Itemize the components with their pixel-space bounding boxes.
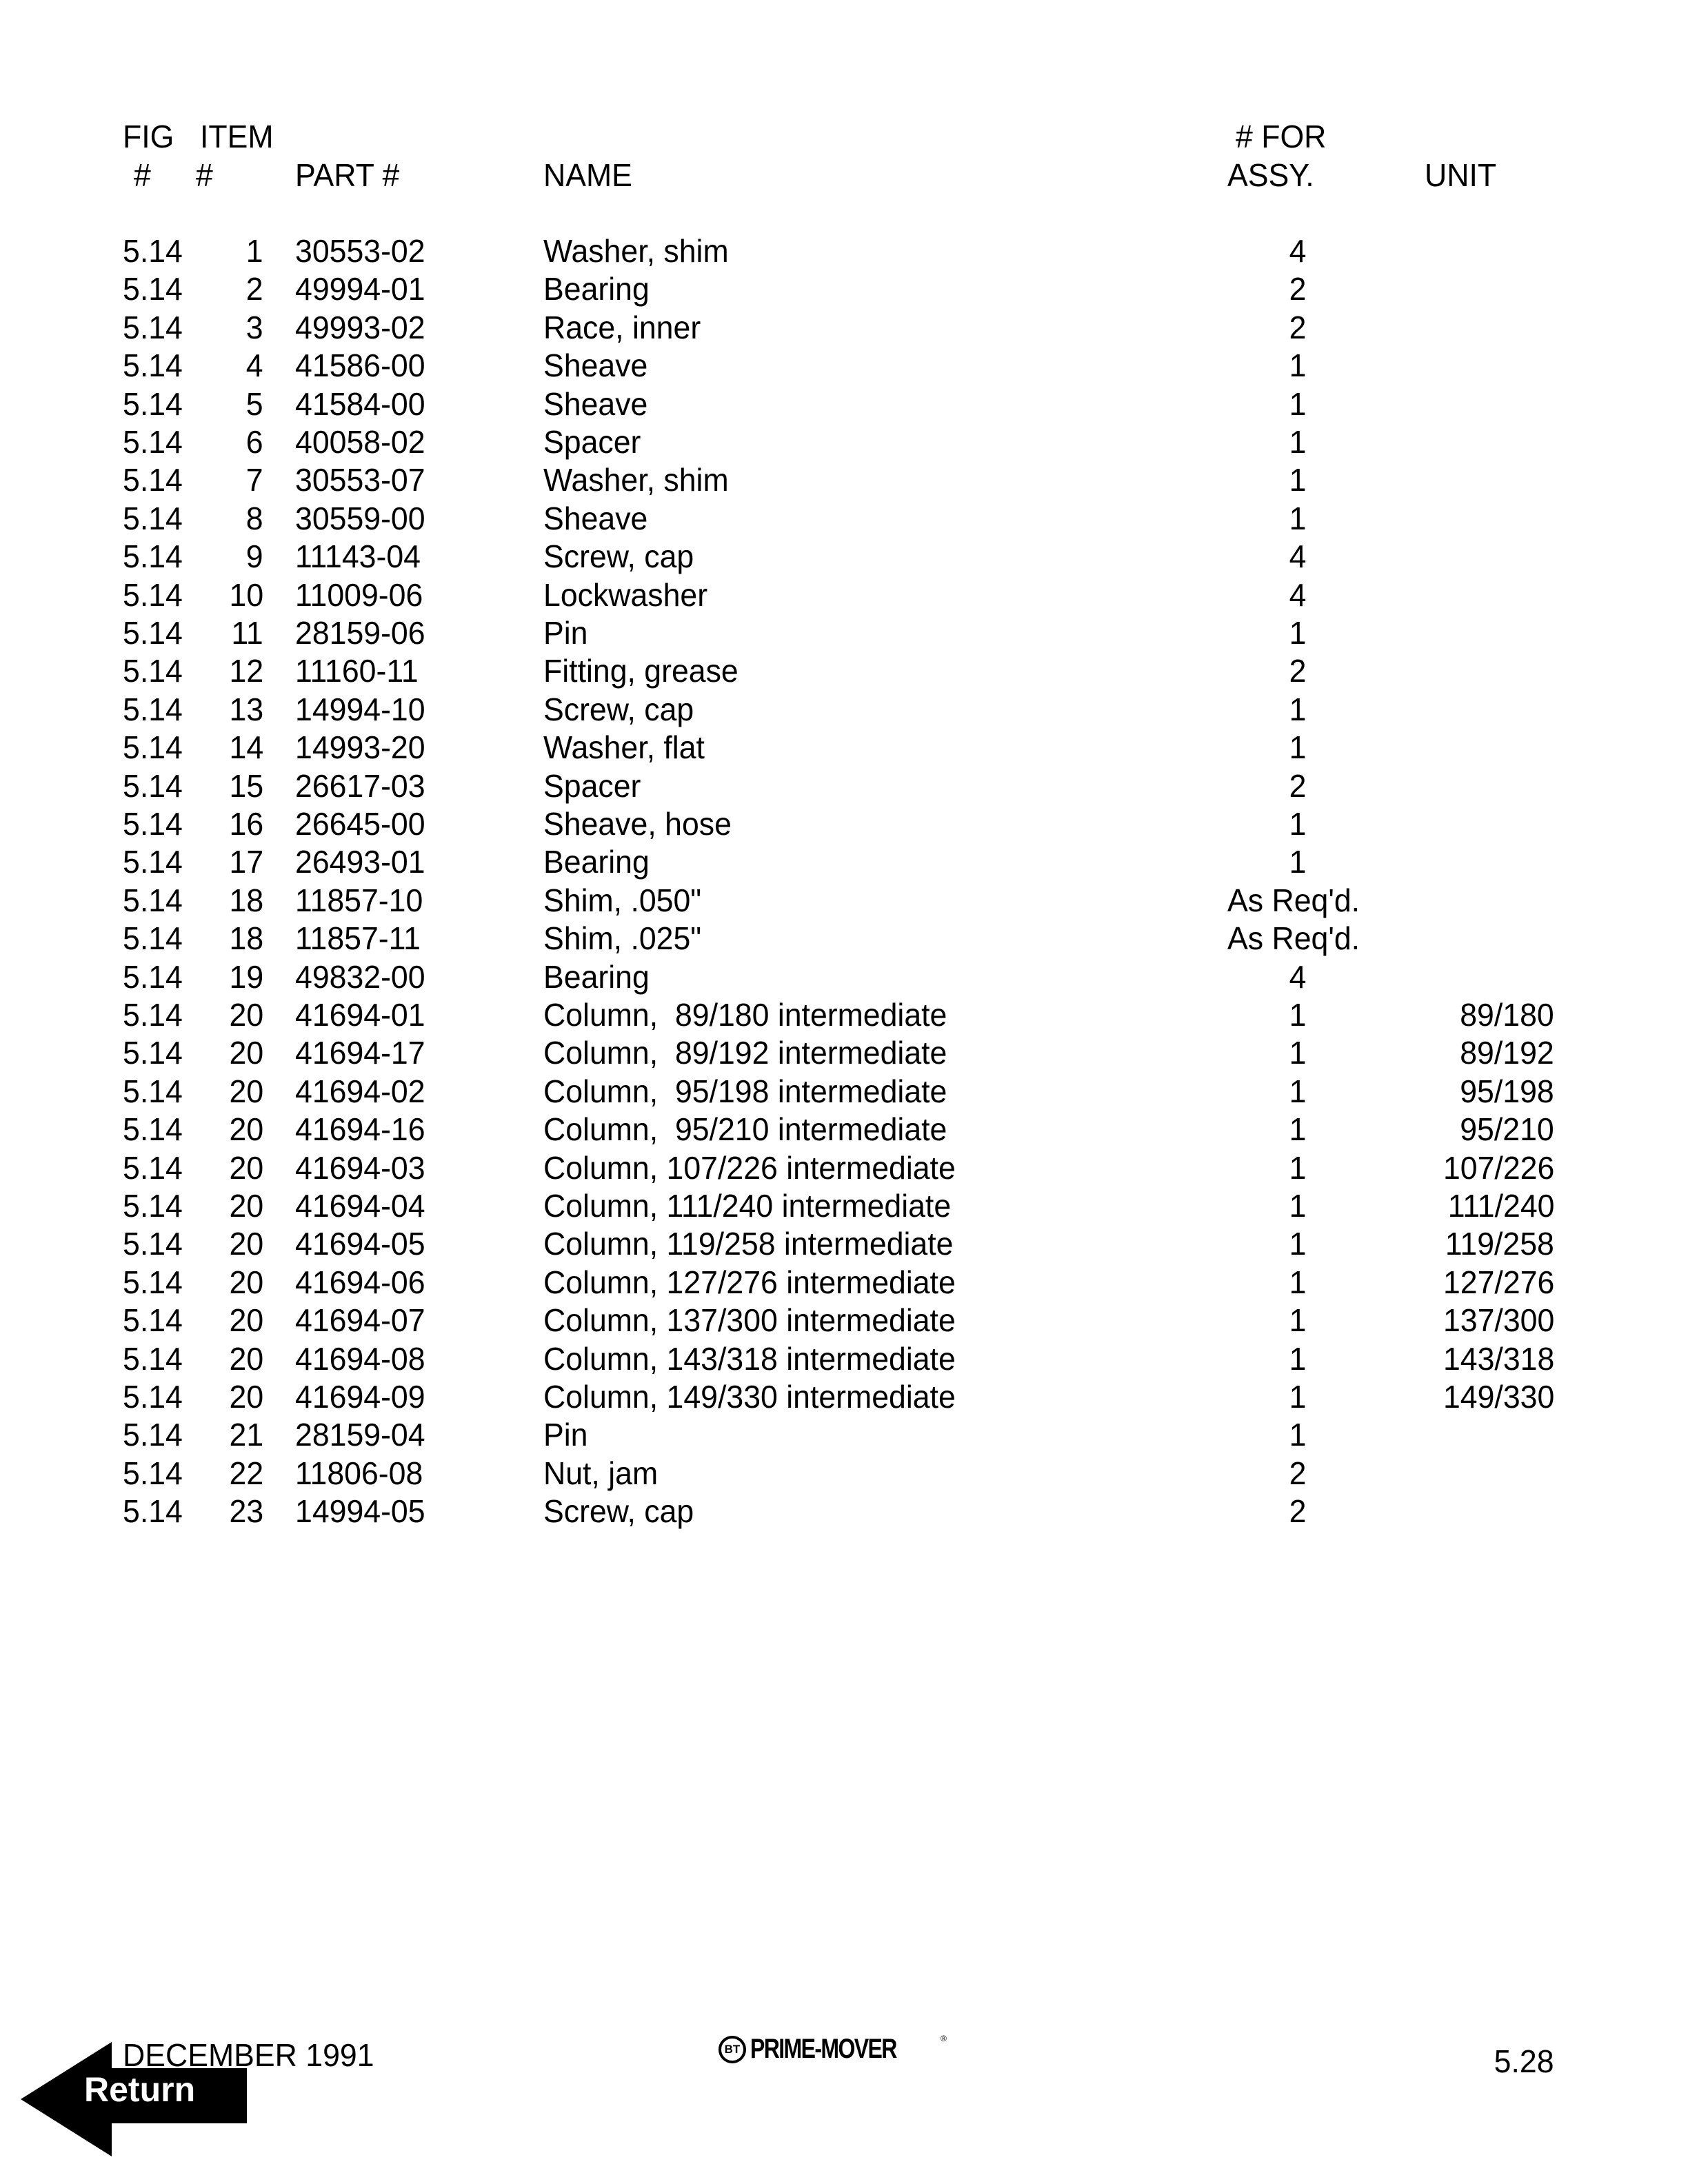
part-number-cell: 11857-11 — [295, 920, 421, 956]
unit-cell: 119/258 — [1445, 1226, 1554, 1262]
quantity-cell: 1 — [1289, 615, 1307, 651]
part-number-cell: 41694-07 — [295, 1302, 425, 1338]
part-name-cell: Column, 89/180 intermediate — [543, 997, 947, 1033]
unit-cell: 111/240 — [1447, 1188, 1554, 1224]
unit-cell: 95/210 — [1460, 1111, 1554, 1147]
part-number-cell: 49994-01 — [295, 271, 425, 307]
header-unit: UNIT — [1425, 157, 1497, 193]
fig-cell: 5.14 — [123, 615, 183, 651]
part-name-cell: Pin — [543, 1417, 588, 1453]
item-cell: 3 — [246, 310, 263, 345]
part-name-cell: Washer, flat — [543, 729, 705, 765]
header-item-hash: # — [196, 157, 213, 193]
header-assy: ASSY. — [1227, 157, 1314, 193]
quantity-cell: 2 — [1289, 1493, 1307, 1529]
fig-cell: 5.14 — [123, 310, 183, 345]
footer-date: DECEMBER 1991 — [123, 2037, 374, 2073]
fig-cell: 5.14 — [123, 653, 183, 689]
part-name-cell: Column, 89/192 intermediate — [543, 1035, 947, 1071]
fig-cell: 5.14 — [123, 1111, 183, 1147]
part-number-cell: 26645-00 — [295, 806, 425, 842]
part-name-cell: Column, 95/198 intermediate — [543, 1073, 947, 1109]
return-button[interactable] — [21, 2042, 196, 2156]
fig-cell: 5.14 — [123, 844, 183, 880]
part-name-cell: Washer, shim — [543, 233, 729, 269]
unit-cell: 143/318 — [1443, 1341, 1554, 1377]
fig-cell: 5.14 — [123, 1264, 183, 1300]
quantity-cell: 1 — [1289, 424, 1307, 460]
part-number-cell: 28159-06 — [295, 615, 425, 651]
fig-cell: 5.14 — [123, 347, 183, 383]
item-cell: 11 — [231, 615, 263, 651]
part-number-cell: 11160-11 — [295, 653, 419, 689]
quantity-cell: 1 — [1289, 1188, 1307, 1224]
fig-cell: 5.14 — [123, 806, 183, 842]
unit-cell: 89/192 — [1460, 1035, 1554, 1071]
quantity-cell: 1 — [1289, 501, 1307, 536]
item-cell: 14 — [229, 729, 263, 765]
quantity-cell: 1 — [1289, 1379, 1307, 1415]
part-name-cell: Spacer — [543, 768, 641, 804]
part-name-cell: Bearing — [543, 844, 650, 880]
quantity-cell: As Req'd. — [1227, 920, 1360, 956]
part-name-cell: Screw, cap — [543, 1493, 694, 1529]
item-cell: 17 — [229, 844, 263, 880]
fig-cell: 5.14 — [123, 271, 183, 307]
item-cell: 2 — [246, 271, 263, 307]
item-cell: 20 — [229, 1073, 263, 1109]
item-cell: 12 — [229, 653, 263, 689]
quantity-cell: 1 — [1289, 1302, 1307, 1338]
fig-cell: 5.14 — [123, 462, 183, 498]
part-name-cell: Sheave — [543, 501, 648, 536]
unit-cell: 107/226 — [1443, 1150, 1554, 1186]
part-name-cell: Column, 119/258 intermediate — [543, 1226, 954, 1262]
quantity-cell: 1 — [1289, 1264, 1307, 1300]
quantity-cell: 1 — [1289, 1226, 1307, 1262]
quantity-cell: 1 — [1289, 691, 1307, 727]
part-number-cell: 49832-00 — [295, 959, 425, 995]
fig-cell: 5.14 — [123, 1379, 183, 1415]
quantity-cell: 1 — [1289, 386, 1307, 422]
part-number-cell: 41694-04 — [295, 1188, 425, 1224]
bt-badge-icon: BT — [719, 2036, 746, 2063]
part-number-cell: 41694-01 — [295, 997, 425, 1033]
part-name-cell: Column, 137/300 intermediate — [543, 1302, 956, 1338]
fig-cell: 5.14 — [123, 1455, 183, 1491]
part-name-cell: Column, 111/240 intermediate — [543, 1188, 952, 1224]
quantity-cell: 1 — [1289, 1417, 1307, 1453]
fig-cell: 5.14 — [123, 691, 183, 727]
fig-cell: 5.14 — [123, 882, 183, 918]
item-cell: 7 — [246, 462, 263, 498]
part-name-cell: Column, 95/210 intermediate — [543, 1111, 947, 1147]
item-cell: 20 — [229, 1341, 263, 1377]
part-number-cell: 41584-00 — [295, 386, 425, 422]
part-name-cell: Column, 107/226 intermediate — [543, 1150, 956, 1186]
quantity-cell: 2 — [1289, 653, 1307, 689]
part-number-cell: 40058-02 — [295, 424, 425, 460]
header-fig: FIG — [123, 119, 174, 154]
part-name-cell: Spacer — [543, 424, 641, 460]
part-number-cell: 30553-02 — [295, 233, 425, 269]
quantity-cell: 1 — [1289, 462, 1307, 498]
header-for: # FOR — [1236, 119, 1327, 154]
part-number-cell: 11009-06 — [295, 577, 423, 613]
quantity-cell: 1 — [1289, 997, 1307, 1033]
fig-cell: 5.14 — [123, 768, 183, 804]
header-part: PART # — [295, 157, 400, 193]
item-cell: 20 — [229, 1379, 263, 1415]
quantity-cell: 1 — [1289, 1150, 1307, 1186]
quantity-cell: 2 — [1289, 768, 1307, 804]
part-name-cell: Column, 149/330 intermediate — [543, 1379, 956, 1415]
item-cell: 20 — [229, 1226, 263, 1262]
item-cell: 16 — [229, 806, 263, 842]
item-cell: 23 — [229, 1493, 263, 1529]
part-number-cell: 11143-04 — [295, 538, 421, 574]
quantity-cell: 1 — [1289, 806, 1307, 842]
item-cell: 20 — [229, 1302, 263, 1338]
quantity-cell: 1 — [1289, 1073, 1307, 1109]
part-number-cell: 30559-00 — [295, 501, 425, 536]
part-number-cell: 49993-02 — [295, 310, 425, 345]
part-name-cell: Nut, jam — [543, 1455, 659, 1491]
fig-cell: 5.14 — [123, 729, 183, 765]
part-number-cell: 14994-05 — [295, 1493, 425, 1529]
quantity-cell: As Req'd. — [1227, 882, 1360, 918]
fig-cell: 5.14 — [123, 1226, 183, 1262]
part-name-cell: Column, 143/318 intermediate — [543, 1341, 956, 1377]
part-number-cell: 11857-10 — [295, 882, 423, 918]
return-label[interactable]: Return — [84, 2070, 196, 2109]
part-number-cell: 30553-07 — [295, 462, 425, 498]
quantity-cell: 1 — [1289, 844, 1307, 880]
fig-cell: 5.14 — [123, 1150, 183, 1186]
fig-cell: 5.14 — [123, 1341, 183, 1377]
header-name: NAME — [543, 157, 632, 193]
fig-cell: 5.14 — [123, 501, 183, 536]
part-name-cell: Screw, cap — [543, 538, 694, 574]
part-name-cell: Washer, shim — [543, 462, 729, 498]
part-number-cell: 41694-17 — [295, 1035, 425, 1071]
part-number-cell: 41694-03 — [295, 1150, 425, 1186]
logo-wordmark: PRIME-MOVER — [750, 2034, 896, 2064]
quantity-cell: 2 — [1289, 271, 1307, 307]
unit-cell: 137/300 — [1443, 1302, 1554, 1338]
part-number-cell: 41694-08 — [295, 1341, 425, 1377]
unit-cell: 149/330 — [1443, 1379, 1554, 1415]
item-cell: 18 — [229, 920, 263, 956]
part-name-cell: Lockwasher — [543, 577, 708, 613]
unit-cell: 95/198 — [1460, 1073, 1554, 1109]
quantity-cell: 1 — [1289, 1111, 1307, 1147]
fig-cell: 5.14 — [123, 386, 183, 422]
fig-cell: 5.14 — [123, 920, 183, 956]
part-name-cell: Sheave — [543, 347, 648, 383]
item-cell: 20 — [229, 1035, 263, 1071]
part-number-cell: 11806-08 — [295, 1455, 423, 1491]
part-number-cell: 41586-00 — [295, 347, 425, 383]
part-name-cell: Shim, .050" — [543, 882, 702, 918]
quantity-cell: 4 — [1289, 233, 1307, 269]
item-cell: 20 — [229, 1264, 263, 1300]
item-cell: 5 — [246, 386, 263, 422]
fig-cell: 5.14 — [123, 997, 183, 1033]
fig-cell: 5.14 — [123, 233, 183, 269]
quantity-cell: 2 — [1289, 310, 1307, 345]
part-name-cell: Shim, .025" — [543, 920, 702, 956]
part-number-cell: 41694-09 — [295, 1379, 425, 1415]
fig-cell: 5.14 — [123, 424, 183, 460]
part-number-cell: 26493-01 — [295, 844, 425, 880]
part-number-cell: 41694-05 — [295, 1226, 425, 1262]
quantity-cell: 2 — [1289, 1455, 1307, 1491]
part-number-cell: 14994-10 — [295, 691, 425, 727]
part-number-cell: 41694-16 — [295, 1111, 425, 1147]
header-fig-hash: # — [134, 157, 151, 193]
item-cell: 15 — [229, 768, 263, 804]
item-cell: 20 — [229, 1188, 263, 1224]
fig-cell: 5.14 — [123, 1073, 183, 1109]
part-name-cell: Sheave — [543, 386, 648, 422]
fig-cell: 5.14 — [123, 538, 183, 574]
quantity-cell: 4 — [1289, 577, 1307, 613]
item-cell: 10 — [229, 577, 263, 613]
part-name-cell: Sheave, hose — [543, 806, 732, 842]
item-cell: 20 — [229, 1150, 263, 1186]
part-name-cell: Bearing — [543, 959, 650, 995]
unit-cell: 127/276 — [1443, 1264, 1554, 1300]
quantity-cell: 4 — [1289, 959, 1307, 995]
prime-mover-logo — [719, 2034, 947, 2065]
part-number-cell: 14993-20 — [295, 729, 425, 765]
part-number-cell: 26617-03 — [295, 768, 425, 804]
item-cell: 13 — [229, 691, 263, 727]
part-number-cell: 41694-02 — [295, 1073, 425, 1109]
part-number-cell: 41694-06 — [295, 1264, 425, 1300]
fig-cell: 5.14 — [123, 577, 183, 613]
header-item: ITEM — [200, 119, 274, 154]
item-cell: 8 — [246, 501, 263, 536]
part-name-cell: Bearing — [543, 271, 650, 307]
item-cell: 4 — [246, 347, 263, 383]
item-cell: 6 — [246, 424, 263, 460]
part-name-cell: Fitting, grease — [543, 653, 738, 689]
quantity-cell: 1 — [1289, 1035, 1307, 1071]
part-name-cell: Pin — [543, 615, 588, 651]
fig-cell: 5.14 — [123, 1493, 183, 1529]
quantity-cell: 1 — [1289, 1341, 1307, 1377]
quantity-cell: 1 — [1289, 347, 1307, 383]
part-name-cell: Screw, cap — [543, 691, 694, 727]
fig-cell: 5.14 — [123, 1035, 183, 1071]
page-number: 5.28 — [1494, 2043, 1554, 2079]
fig-cell: 5.14 — [123, 959, 183, 995]
fig-cell: 5.14 — [123, 1188, 183, 1224]
part-name-cell: Column, 127/276 intermediate — [543, 1264, 956, 1300]
item-cell: 21 — [229, 1417, 263, 1453]
fig-cell: 5.14 — [123, 1417, 183, 1453]
item-cell: 22 — [229, 1455, 263, 1491]
quantity-cell: 4 — [1289, 538, 1307, 574]
item-cell: 18 — [229, 882, 263, 918]
part-number-cell: 28159-04 — [295, 1417, 425, 1453]
fig-cell: 5.14 — [123, 1302, 183, 1338]
item-cell: 19 — [229, 959, 263, 995]
unit-cell: 89/180 — [1460, 997, 1554, 1033]
item-cell: 20 — [229, 1111, 263, 1147]
item-cell: 20 — [229, 997, 263, 1033]
item-cell: 9 — [246, 538, 263, 574]
part-name-cell: Race, inner — [543, 310, 701, 345]
registered-mark: ® — [941, 2034, 947, 2043]
item-cell: 1 — [246, 233, 263, 269]
quantity-cell: 1 — [1289, 729, 1307, 765]
